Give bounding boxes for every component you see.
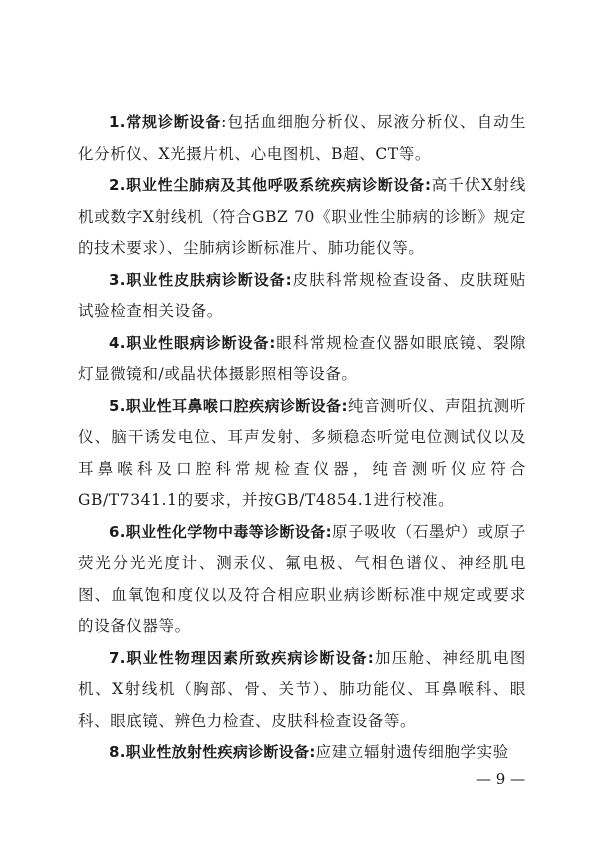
- paragraph-radiation-disease-equipment: [78, 737, 526, 769]
- paragraph-physical-factor-equipment: [78, 643, 526, 738]
- document-body: [78, 107, 526, 769]
- paragraph-text: 皮肤科常规检查设备、皮肤斑贴试验检查相关设备。: [78, 270, 526, 320]
- paragraph-heading: 1.常规诊断设备: [109, 113, 222, 131]
- paragraph-text: :包括血细胞分析仪、尿液分析仪、自动生化分析仪、X光摄片机、心电图机、B超、CT等。: [78, 113, 527, 163]
- paragraph-chemical-poisoning-equipment: [78, 517, 526, 643]
- paragraph-heading: 7.职业性物理因素所致疾病诊断设备:: [109, 648, 375, 667]
- paragraph-heading: 3.职业性皮肤病诊断设备:: [109, 270, 292, 289]
- paragraph-text: 原子吸收（石墨炉）或原子荧光分光光度计、测汞仪、氟电极、气相色谱仪、神经肌电图、血氧饱和度仪以及符合相应职业病诊断标准中规定或要求的设备仪器等。: [78, 522, 526, 635]
- paragraph-ent-oral-equipment: [78, 391, 526, 517]
- paragraph-text: 高千伏X射线机或数字X射线机（符合GBZ 70《职业性尘肺病的诊断》规定的技术要求）、尘肺病诊断标准片、肺功能仪等。: [78, 176, 526, 257]
- paragraph-heading: 8.职业性放射性疾病诊断设备:: [109, 743, 316, 761]
- paragraph-text: 眼科常规检查仪器如眼底镜、裂隙灯显微镜和/或晶状体摄影照相等设备。: [78, 333, 526, 383]
- paragraph-routine-equipment: [78, 107, 526, 170]
- paragraph-skin-disease-equipment: [78, 265, 526, 328]
- paragraph-heading: 2.职业性尘肺病及其他呼吸系统疾病诊断设备:: [109, 176, 432, 194]
- paragraph-heading: 4.职业性眼病诊断设备:: [109, 333, 276, 352]
- paragraph-text: 纯音测听仪、声阻抗测听仪、脑干诱发电位、耳声发射、多频稳态听觉电位测试仪以及耳鼻喉科及口腔科常规检查仪器，纯音测听仪应符合GB/T7341.1的要求，并按GB/T4854.1进行校准。: [78, 396, 526, 509]
- paragraph-heading: 5.职业性耳鼻喉口腔疾病诊断设备:: [109, 396, 348, 415]
- paragraph-eye-disease-equipment: [78, 328, 526, 391]
- paragraph-text: 加压舱、神经肌电图机、X射线机（胸部、骨、关节）、肺功能仪、耳鼻喉科、眼科、眼底镜、辨色力检查、皮肤科检查设备等。: [78, 648, 526, 730]
- paragraph-pneumoconiosis-equipment: [78, 170, 526, 265]
- paragraph-heading: 6.职业性化学物中毒等诊断设备:: [109, 522, 332, 541]
- paragraph-text: 应建立辐射遗传细胞学实验: [315, 743, 509, 761]
- page-number: — 9 —: [476, 770, 526, 788]
